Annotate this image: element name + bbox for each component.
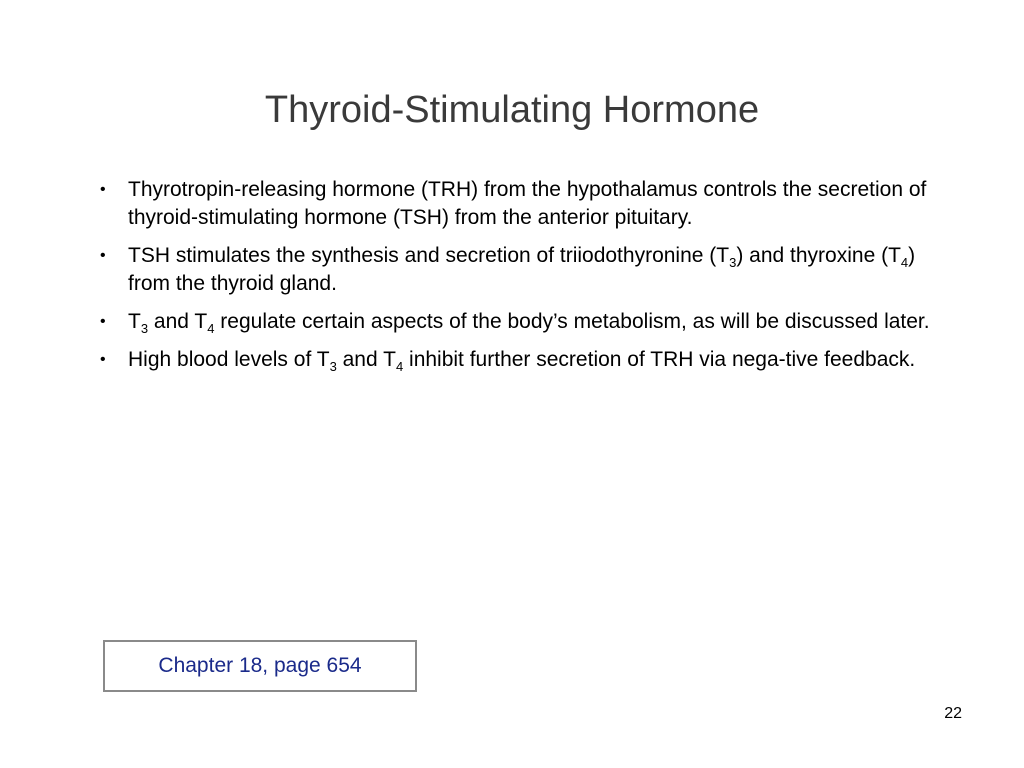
bullet-text-segment: ) from the thyroid gland.: [128, 244, 916, 295]
bullet-text-segment: T: [128, 310, 141, 333]
bullet-marker: •: [100, 351, 106, 368]
slide-title: Thyroid-Stimulating Hormone: [264, 89, 760, 131]
subscript: 3: [140, 321, 149, 337]
bullet-text-segment: High blood levels of T: [128, 348, 330, 371]
bullet-item: [100, 242, 940, 298]
bullet-text: [128, 348, 916, 375]
page-number: 22: [944, 705, 962, 722]
subscript: 4: [900, 255, 909, 271]
subscript: 4: [395, 359, 404, 375]
subscript: 3: [729, 255, 737, 271]
bullet-marker: •: [100, 313, 106, 330]
chapter-reference-box: Chapter 18, page 654: [103, 640, 417, 692]
bullet-text-segment: Thyrotropin-releasing hormone (TRH) from the hypothalamus controls the secretion of thyroid-stimulating hormone (TSH) from the anterior pituitary.: [128, 178, 927, 229]
bullet-text-segment: TSH stimulates the synthesis and secretion of triiodothyronine (T: [128, 244, 730, 267]
bullet-item: [100, 176, 940, 232]
bullet-text: [128, 178, 926, 229]
bullet-list: [100, 176, 940, 384]
bullet-text: [128, 244, 915, 295]
bullet-marker: •: [100, 247, 106, 264]
bullet-text: [128, 310, 930, 337]
bullet-item: [100, 346, 940, 374]
bullet-text-segment: ) and thyroxine (T: [736, 244, 901, 267]
bullet-text-segment: inhibit further secretion of TRH via nega-tive feedback.: [403, 348, 916, 371]
bullet-text-segment: and T: [336, 348, 396, 371]
bullet-item: [100, 308, 940, 336]
bullet-text-segment: and T: [148, 310, 208, 333]
bullet-text-segment: regulate certain aspects of the body’s metabolism, as will be discussed later.: [214, 310, 930, 333]
subscript: 4: [207, 321, 215, 337]
bullet-marker: •: [100, 181, 106, 198]
subscript: 3: [329, 359, 337, 375]
